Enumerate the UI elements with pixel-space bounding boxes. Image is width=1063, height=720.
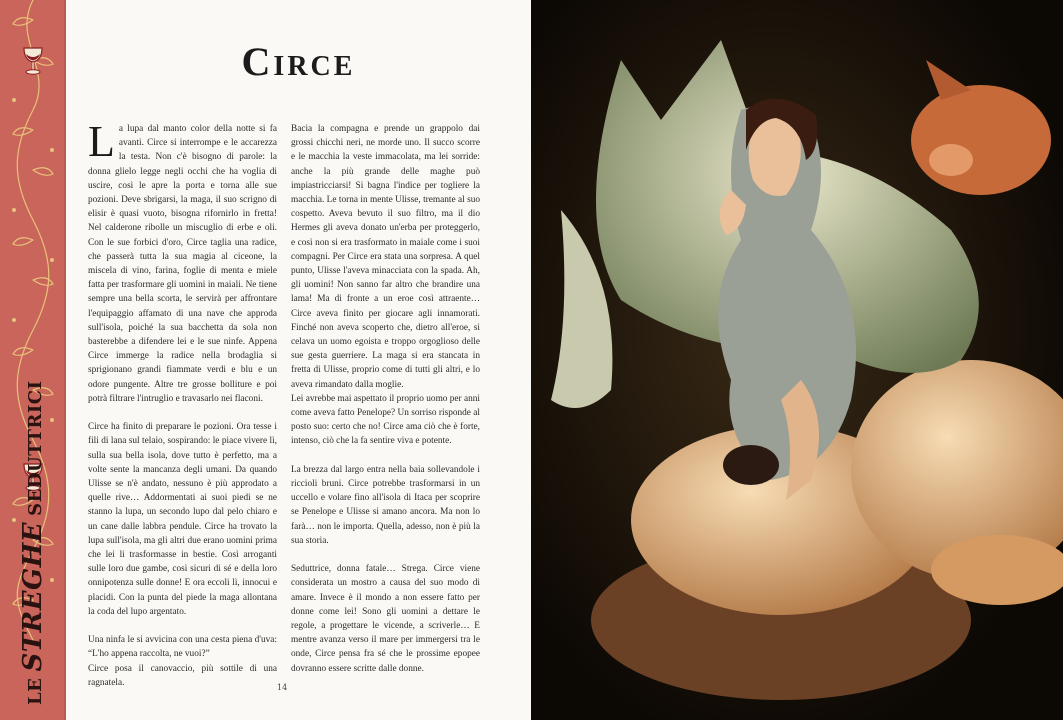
paragraph: Bacia la compagna e prende un grappolo dai grossi chicchi neri, ne morde uno. Il succo scorre e le macchia la veste immacolata, ma lei sorride: anche la più grande delle maghe può impiastricciarsi! Si bagna l'indice per togliere la macchia. Le torna in mente Ulisse, tremante al suo cospetto. Aveva bevuto il suo filtro, ma il dio Hermes gli aveva donato un'erba per proteggerlo, e così non si era trasformato in maiale come i suoi compagni. Per Circe era stata una sorpresa. A quel punto, Ulisse l'aveva minacciata con la spada. Ah, gli uomini! Non sanno far altro che brandire una lama! Ma di fronte a un eroe così attraente… Circe aveva finito per giocare agli innamorati. Finché non aveva scoperto che, dietro all'eroe, si celava un uomo egoista e troppo orgoglioso delle sue gesta guerriere. La maga si era stancata in fretta di Ulisse, proprio come di tutti gli altri, e lo aveva rimandato dalla moglie. [291, 124, 480, 390]
section-title [18, 381, 48, 706]
pig-snout [929, 144, 973, 176]
left-column [88, 117, 277, 704]
text-page [66, 0, 531, 720]
paragraph: Seduttrice, donna fatale… Strega. Circe viene considerata un mostro a causa del suo modo di amare. Invece è il mondo a non essere fatto per donne come lei! Sono gli uomini a dettare le regole, a progettare le vicende, a scriverle… E mentre avanza verso il mare per immergersi tra le onde, Circe pensa fra sé che le prossime epopee dovranno essere scritte dalle donne. [291, 564, 480, 674]
paragraph: Lei avrebbe mai aspettato il proprio uomo per anni come aveva fatto Penelope? Un sorriso risponde al posto suo: certo che no! Circe ama ciò che è forte, intenso, ciò che la fa sentire viva e potente. [291, 393, 480, 447]
chapter-title: Circe [241, 39, 356, 84]
section-title-word-seduttrici: SEDUTTRICI [25, 380, 46, 516]
paragraph: Circe posa il canovaccio, più sottile di una ragnatela. [88, 663, 277, 688]
page-number: 14 [277, 683, 288, 692]
paragraph: Circe ha finito di preparare le pozioni. Ora tesse i fili di lana sul telaio, sospirando: le piace vivere lì, sulla sua bella isola, dove tutto è perfetto, ma a volte sente la mancanza degli umani. Da quando Ulisse se n'è andato, nessuno è più approdato a quelle rive… Addormentati ai suoi piedi se ne stanno la lupa, un secondo lupo dal pelo chiaro e un cane dalle labbra pendule. Circe ha trovato la lupa sull'isola, ma gli altri due erano uomini prima che lei li trasformasse in bestie. Così arroganti sulle loro due gambe, così sicuri di sé e della loro onnipotenza sulle donne! E ora eccoli lì, innocui e placidi. Con la punta del piede la maga allontana la coda del lupo argentato. [88, 422, 277, 617]
section-title-word-streghe: STREGHE [18, 521, 48, 672]
decorative-band [0, 0, 66, 720]
section-title-word-le: LE [25, 677, 46, 705]
drop-cap: L [88, 117, 115, 166]
circe-boot [723, 445, 779, 485]
paragraph-text: a lupa dal manto color della notte si fa avanti. Circe si interrompe e le accarezza la testa. Non c'è bisogno di parole: la donna glielo legge negli occhi che ha voglia di uscire, così le apre la porta e torna alle sue pozioni. Deve sbrigarsi, la maga, il suo scrigno di elisir è quasi vuoto, bisogna rifornirlo in fretta! Nel calderone ribolle un miscuglio di erbe e oli. Con le sue forbici d'oro, Circe taglia una radice, che passerà tutta la sua magia al ciceone, la miscela di vino, farina, foglie di menta e miele fatta per trasformare gli uomini in maiali. Ne tiene sempre una bella scorta, le servirà per affrontare l'equipaggio affamato di una nave che approda sull'isola, poiché la sua bacchetta da sola non basterebbe a difendere lei e le sue ninfe. Appena Circe immerge la radice nella brodaglia si sprigionano grandi fiammate verdi e blu e un odore pungente. Altre tre grosse bolliture e poi potrà filtrare l'intruglio e travasarlo nei flaconi. [88, 124, 277, 404]
pig-head [911, 85, 1051, 195]
circe-illustration [531, 0, 1063, 720]
goblet-icon [21, 46, 45, 76]
right-column [291, 122, 480, 690]
paragraph: Una ninfa le si avvicina con una cesta piena d'uva: “L'ho appena raccolta, ne vuoi?” [88, 635, 277, 660]
paragraph: La brezza dal largo entra nella baia sollevandole i riccioli bruni. Circe potrebbe trasformarsi in un uccello e volare fino all'isola di Itaca per scoprire se Penelope e Ulisse si amano ancora. Ma non lo farà… non le importa. Quella, adesso, non è più la sua storia. [291, 464, 480, 546]
illustration [531, 0, 1063, 720]
paragraph [88, 117, 277, 406]
